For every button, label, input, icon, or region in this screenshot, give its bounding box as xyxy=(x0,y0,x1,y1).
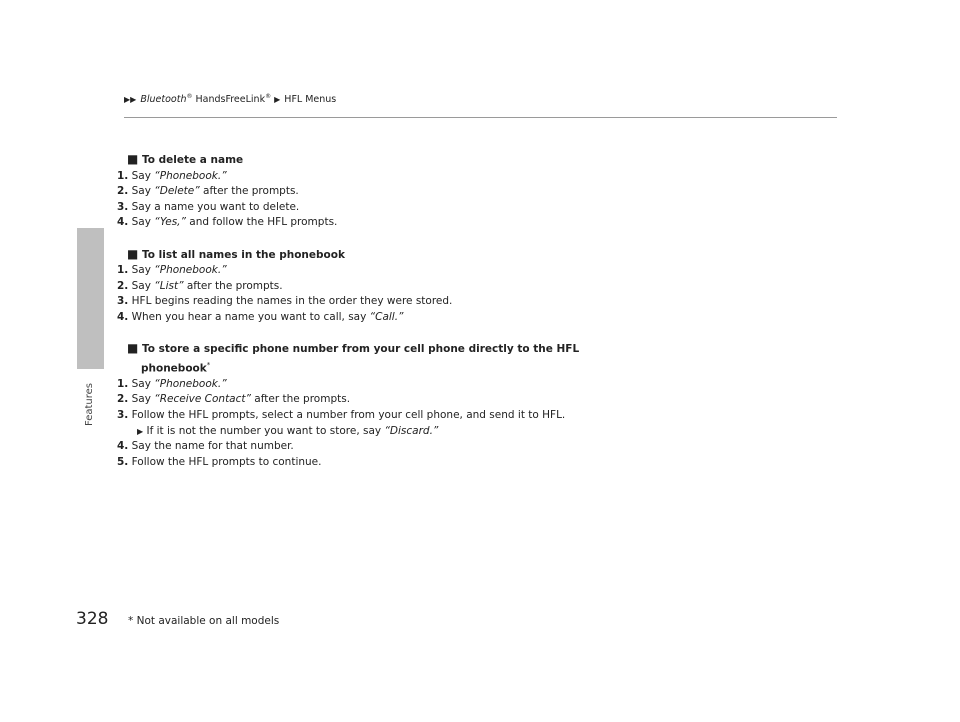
step xyxy=(117,279,837,295)
step-number: 1. xyxy=(117,169,129,182)
step-text: after the prompts. xyxy=(183,279,283,292)
footnote: * Not available on all models xyxy=(128,615,280,627)
step-quote: “Phonebook.” xyxy=(154,377,227,390)
step-text: Say xyxy=(131,393,155,406)
step xyxy=(117,200,837,216)
step-quote: “Delete” xyxy=(154,185,200,198)
spacer xyxy=(117,231,837,247)
step-number: 2. xyxy=(117,393,129,406)
arrow-icon: ▶ xyxy=(137,426,144,436)
step-number: 4. xyxy=(117,216,129,229)
section-title xyxy=(117,341,591,377)
step xyxy=(117,184,837,200)
step-number: 3. xyxy=(117,409,129,421)
chapter-label-text: Features xyxy=(84,383,95,426)
step-text: Say xyxy=(131,279,155,292)
breadcrumb-hfl-menus: HFL Menus xyxy=(284,94,337,106)
step xyxy=(117,310,837,326)
registered-mark: ® xyxy=(186,93,193,100)
step xyxy=(117,377,837,393)
section-title xyxy=(117,247,837,264)
sub-step-text: If it is not the number you want to store, say xyxy=(146,424,385,437)
step-text: Follow the HFL prompts, select a number from your cell phone, and send it to HFL. xyxy=(131,409,566,421)
square-bullet-icon: ■ xyxy=(127,246,139,261)
spacer xyxy=(117,326,837,342)
step xyxy=(117,294,837,310)
step-number: 4. xyxy=(117,440,129,453)
main-content xyxy=(117,152,837,470)
step-text: Say the name for that number. xyxy=(131,440,294,453)
step-number: 2. xyxy=(117,279,129,292)
step-text: Say xyxy=(131,169,155,182)
step xyxy=(117,263,837,279)
square-bullet-icon: ■ xyxy=(127,341,139,356)
footnote-mark: * xyxy=(206,360,211,369)
step xyxy=(117,408,837,424)
step xyxy=(117,215,837,231)
sub-step xyxy=(117,424,837,440)
step-number: 3. xyxy=(117,295,129,308)
step-quote: “Yes,” xyxy=(154,216,186,229)
step-number: 1. xyxy=(117,264,129,277)
chapter-label xyxy=(84,336,98,426)
square-bullet-icon: ■ xyxy=(127,152,139,166)
step-text: Follow the HFL prompts to continue. xyxy=(131,455,322,468)
step-text: and follow the HFL prompts. xyxy=(185,216,338,229)
step-text: Say xyxy=(131,377,155,390)
sub-step-quote: “Discard.” xyxy=(384,424,439,437)
breadcrumb-handsfreelink: HandsFreeLink xyxy=(192,94,266,106)
section-title-text: To store a specific phone number from your cell phone directly to the HFL phonebook xyxy=(141,343,580,375)
step-text: HFL begins reading the names in the order they were stored. xyxy=(131,295,453,308)
step-quote: “Receive Contact” xyxy=(154,393,251,406)
registered-mark: ® xyxy=(265,93,272,100)
header-rule xyxy=(124,117,837,118)
step-text: after the prompts. xyxy=(199,185,299,198)
step-text: Say xyxy=(131,264,155,277)
step-quote: “Phonebook.” xyxy=(154,169,227,182)
step-number: 5. xyxy=(117,455,129,468)
step-text: Say a name you want to delete. xyxy=(131,200,300,213)
step-number: 3. xyxy=(117,200,129,213)
step-text: after the prompts. xyxy=(250,393,351,406)
step-quote: “List” xyxy=(154,279,184,292)
step xyxy=(117,169,837,185)
breadcrumb-arrow-icon: ▶▶ xyxy=(124,95,137,105)
step-number: 2. xyxy=(117,185,129,198)
section-title xyxy=(117,152,837,169)
step xyxy=(117,439,837,455)
section-title-text: To delete a name xyxy=(142,154,244,166)
step xyxy=(117,392,837,408)
step-number: 4. xyxy=(117,310,129,323)
step xyxy=(117,455,837,471)
breadcrumb-bluetooth: Bluetooth xyxy=(140,94,187,106)
section-title-text: To list all names in the phonebook xyxy=(142,248,345,261)
step-text: Say xyxy=(131,185,155,198)
breadcrumb xyxy=(124,93,336,105)
step-number: 1. xyxy=(117,377,129,390)
breadcrumb-arrow-icon: ▶ xyxy=(274,95,281,105)
step-text: Say xyxy=(131,216,155,229)
step-quote: “Call.” xyxy=(369,310,404,323)
page-number: 328 xyxy=(76,609,109,629)
step-text: When you hear a name you want to call, say xyxy=(131,310,370,323)
step-quote: “Phonebook.” xyxy=(154,264,227,277)
